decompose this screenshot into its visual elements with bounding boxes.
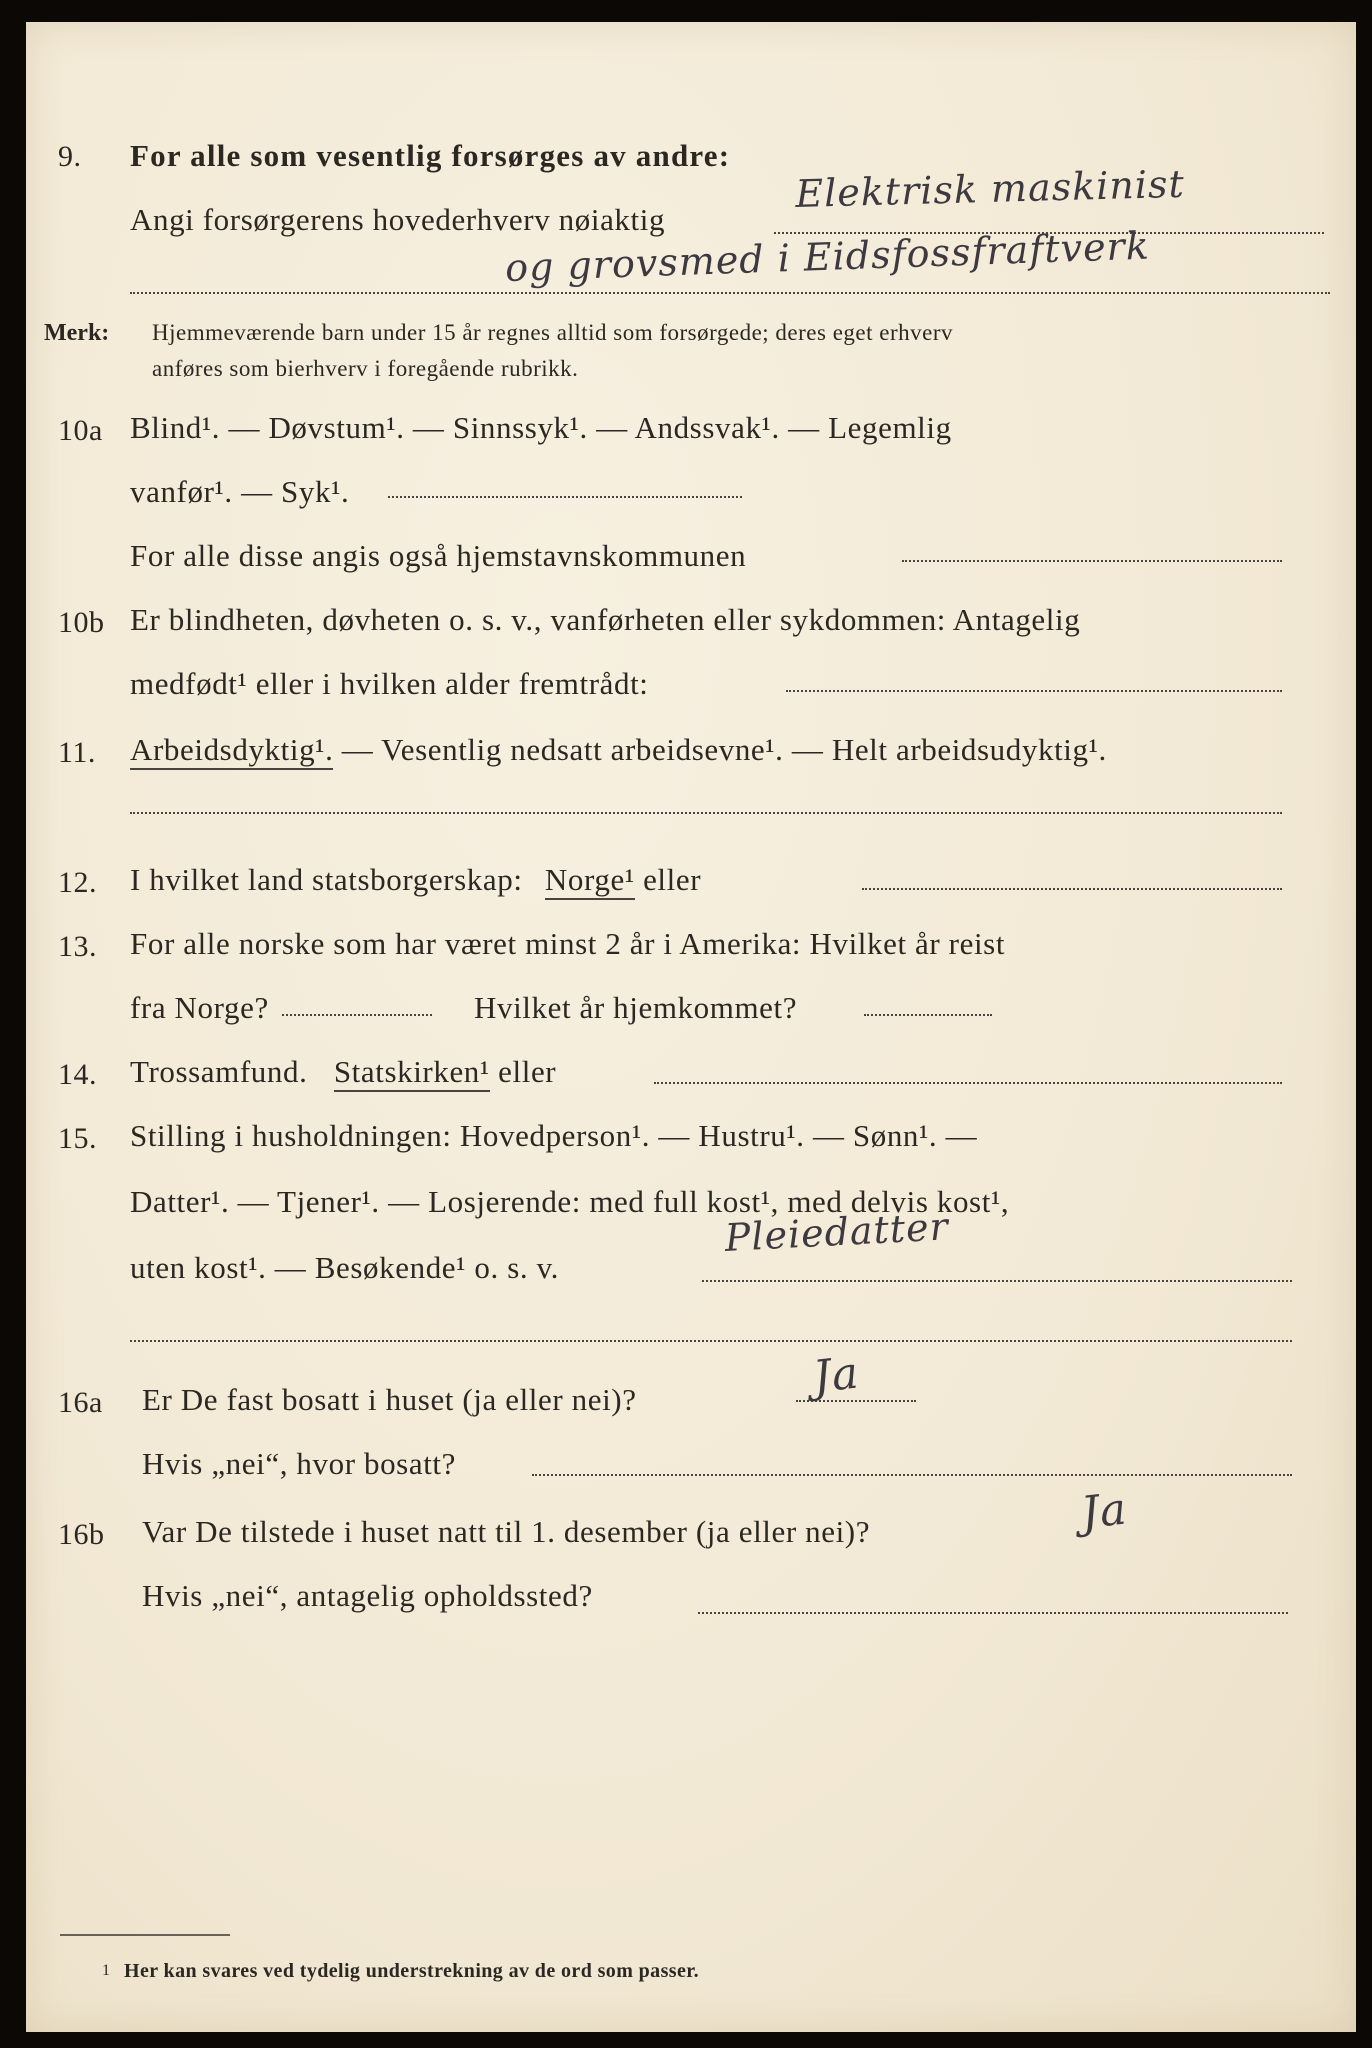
q10a-answer-line [388,496,742,498]
question-number-11: 11. [58,736,96,769]
question-number-9: 9. [58,140,82,173]
q15-line-2: Datter¹. — Tjener¹. — Losjerende: med full kost¹, med delvis kost¹, [130,1184,1010,1219]
q14-answer-line [654,1082,1282,1084]
q11-other-options: — Vesentlig nedsatt arbeidsevne¹. — Helt arbeidsudyktig¹. [341,732,1107,767]
q15-line-3: uten kost¹. — Besøkende¹ o. s. v. [130,1250,560,1285]
question-number-15: 15. [58,1122,97,1155]
q15-line-1: Stilling i husholdningen: Hovedperson¹. — Hustru¹. — Sønn¹. — [130,1118,978,1153]
q15-answer-line [702,1280,1292,1282]
q14-or: eller [498,1054,557,1089]
q14-line [130,1054,556,1090]
q12-line [130,862,701,898]
q9-handwritten-answer-1: Elektrisk maskinist [794,161,1186,216]
q16a-answer-line [796,1400,916,1402]
note-label: Merk: [44,320,110,346]
question-number-10a: 10a [58,414,103,447]
q10a-hometown-line [902,560,1282,562]
q11-option-able-underlined: Arbeidsdyktig¹. [130,732,333,770]
q16a-line-2: Hvis „nei“, hvor bosatt? [142,1446,456,1481]
question-number-14: 14. [58,1058,97,1091]
q12-answer-line [862,888,1282,890]
q15-handwritten-answer: Pleiedatter [723,1204,950,1260]
q14-prompt: Trossamfund. [130,1054,308,1089]
q10a-line-1: Blind¹. — Døvstum¹. — Sinnssyk¹. — Andssvak¹. — Legemlig [130,410,952,445]
q10b-line-2: medfødt¹ eller i hvilken alder fremtrådt: [130,666,649,701]
q12-prompt: I hvilket land statsborgerskap: [130,862,523,897]
q13-year-returned-line [864,1014,992,1016]
q9-prompt: Angi forsørgerens hovederhverv nøiaktig [130,202,666,237]
q16b-line-1: Var De tilstede i huset natt til 1. desember (ja eller nei)? [142,1514,871,1549]
footnote-text: Her kan svares ved tydelig understrekning av de ord som passer. [124,1960,700,1982]
q14-option-state-church-underlined: Statskirken¹ [334,1054,490,1092]
q13-year-left-line [282,1014,432,1016]
q11-line [130,732,1107,768]
footnote-divider [60,1934,230,1936]
q9-handwritten-answer-2: og grovsmed i Eidsfossfraftverk [504,223,1151,290]
note-line-1: Hjemmeværende barn under 15 år regnes alltid som forsørgede; deres eget erhverv [152,320,953,345]
q16b-place-line [698,1612,1288,1614]
q13-line-2b: Hvilket år hjemkommet? [474,990,798,1025]
q12-or: eller [643,862,702,897]
question-number-16b: 16b [58,1518,105,1551]
q10b-line-1: Er blindheten, døvheten o. s. v., vanførheten eller sykdommen: Antagelig [130,602,1081,637]
q11-answer-line [130,812,1282,814]
q10a-line-3: For alle disse angis også hjemstavnskommunen [130,538,747,573]
question-number-13: 13. [58,930,97,963]
q16a-handwritten-answer: Ja [810,1347,862,1403]
q13-line-2a: fra Norge? [130,990,269,1025]
q16b-handwritten-answer: Ja [1078,1483,1130,1539]
footnote-marker: 1 [102,1962,110,1979]
note-line-2: anføres som bierhverv i foregående rubrikk. [152,356,579,381]
q15-answer-line-2 [130,1340,1292,1342]
question-number-10b: 10b [58,606,105,639]
q13-line-1: For alle norske som har været minst 2 år i Amerika: Hvilket år reist [130,926,1006,961]
question-number-16a: 16a [58,1386,103,1419]
q10a-line-2: vanfør¹. — Syk¹. [130,474,350,509]
q16a-where-line [532,1474,1292,1476]
q16b-line-2: Hvis „nei“, antagelig opholdssted? [142,1578,593,1613]
q16a-line-1: Er De fast bosatt i huset (ja eller nei)? [142,1382,637,1417]
q9-answer-line-2 [130,292,1330,294]
q12-option-norway-underlined: Norge¹ [545,862,635,900]
census-form-page [26,22,1356,2032]
q9-heading: For alle som vesentlig forsørges av andre: [130,138,731,173]
q10b-answer-line [786,690,1282,692]
question-number-12: 12. [58,866,97,899]
